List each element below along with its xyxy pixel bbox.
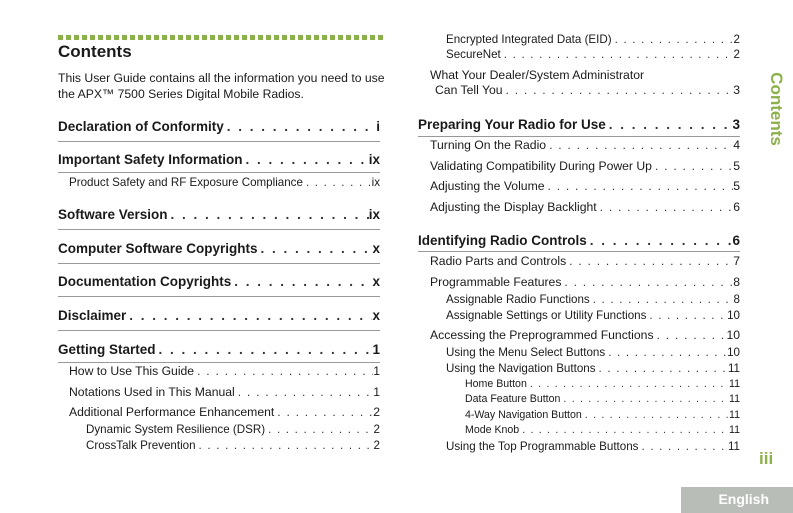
section-divider	[418, 251, 740, 252]
toc-entry[interactable]	[58, 274, 380, 289]
toc-leader-dots	[527, 378, 729, 390]
toc-leader-dots	[652, 159, 733, 173]
toc-entry-title: Assignable Radio Functions	[446, 293, 590, 306]
toc-entry-title: Radio Parts and Controls	[430, 254, 567, 268]
page-title: Contents	[58, 42, 132, 61]
toc-entry[interactable]	[465, 424, 740, 436]
toc-entry-title: Product Safety and RF Exposure Compliance	[69, 176, 303, 189]
toc-entry-title: Disclaimer	[58, 308, 127, 323]
toc-entry-page: 11	[727, 440, 740, 453]
toc-entry-title: Identifying Radio Controls	[418, 233, 587, 248]
toc-leader-dots	[596, 362, 728, 375]
toc-entry-title: Validating Compatibility During Power Up	[430, 159, 652, 173]
toc-entry[interactable]	[69, 405, 380, 419]
toc-entry[interactable]	[58, 241, 380, 256]
toc-entry-title: Turning On the Radio	[430, 138, 547, 152]
toc-leader-dots	[654, 328, 727, 342]
toc-entry[interactable]	[430, 200, 740, 214]
toc-leader-dots	[224, 119, 376, 134]
section-divider	[58, 362, 380, 363]
toc-entry-title: Computer Software Copyrights	[58, 241, 258, 256]
toc-leader-dots	[194, 364, 373, 378]
toc-leader-dots	[545, 179, 734, 193]
toc-entry[interactable]	[430, 254, 740, 268]
toc-entry-title: Adjusting the Volume	[430, 179, 545, 193]
toc-entry-page: 10	[727, 346, 740, 359]
toc-entry-page: 11	[729, 378, 740, 390]
toc-entry[interactable]	[446, 48, 740, 61]
toc-entry-page: 8	[733, 275, 740, 289]
toc-entry-page: 11	[729, 393, 740, 405]
toc-entry[interactable]	[446, 346, 740, 359]
toc-entry-title: Documentation Copyrights	[58, 274, 232, 289]
toc-leader-dots	[196, 439, 374, 452]
toc-entry-page: 7	[733, 254, 740, 268]
toc-entry[interactable]	[86, 439, 380, 452]
toc-entry-page: 2	[373, 423, 380, 436]
toc-entry-title: How to Use This Guide	[69, 364, 195, 378]
toc-entry-page: 2	[373, 405, 380, 419]
toc-entry-page: 11	[727, 362, 740, 375]
section-divider	[58, 141, 380, 142]
toc-leader-dots	[560, 393, 729, 405]
section-divider	[58, 263, 380, 264]
language-tab: English	[681, 487, 793, 513]
toc-entry[interactable]	[430, 179, 740, 193]
toc-leader-dots	[168, 207, 369, 222]
toc-entry-title: Additional Performance Enhancement	[69, 405, 275, 419]
intro-text: This User Guide contains all the information you need to use the APX™ 7500 Series Digital Mobile Radios.	[58, 71, 385, 101]
section-divider	[58, 172, 380, 173]
toc-entry-title: Adjusting the Display Backlight	[430, 200, 597, 214]
toc-entry-page: ix	[371, 176, 380, 189]
toc-entry-title: Accessing the Preprogrammed Functions	[430, 328, 654, 342]
toc-leader-dots	[243, 152, 369, 167]
section-side-tab	[765, 68, 787, 150]
toc-entry-page: x	[372, 241, 380, 256]
toc-entry-page: 8	[733, 293, 740, 306]
toc-entry-title: Assignable Settings or Utility Functions	[446, 309, 647, 322]
toc-entry-page: 3	[732, 117, 740, 132]
toc-entry-page: 11	[729, 424, 740, 436]
toc-entry-page: 1	[373, 385, 380, 399]
toc-entry-title: Can Tell You	[435, 83, 503, 97]
toc-entry-page: 2	[733, 33, 740, 46]
toc-entry[interactable]	[69, 176, 380, 189]
toc-entry[interactable]	[58, 207, 380, 222]
toc-entry[interactable]	[69, 364, 380, 378]
toc-leader-dots	[126, 308, 372, 323]
toc-entry[interactable]	[446, 309, 740, 322]
toc-entry-title: Using the Top Programmable Buttons	[446, 440, 639, 453]
toc-leader-dots	[519, 424, 729, 436]
toc-leader-dots	[587, 233, 733, 248]
toc-entry-title: Home Button	[465, 378, 527, 390]
toc-entry-page: 5	[733, 179, 740, 193]
toc-leader-dots	[638, 440, 727, 453]
toc-leader-dots	[582, 409, 729, 421]
toc-entry-title: Notations Used in This Manual	[69, 385, 235, 399]
toc-entry-title: CrossTalk Prevention	[86, 439, 196, 452]
toc-leader-dots	[646, 309, 727, 322]
toc-entry-title: SecureNet	[446, 48, 501, 61]
toc-entry[interactable]	[430, 328, 740, 342]
toc-leader-dots	[590, 293, 734, 306]
toc-leader-dots	[605, 346, 727, 359]
toc-entry[interactable]	[446, 33, 740, 46]
toc-entry-page: 6	[732, 233, 740, 248]
toc-entry-title: Encrypted Integrated Data (EID)	[446, 33, 612, 46]
toc-leader-dots	[235, 385, 373, 399]
toc-entry[interactable]	[430, 159, 740, 173]
page-number: iii	[759, 449, 774, 468]
toc-entry-page: i	[376, 119, 380, 134]
toc-leader-dots	[303, 176, 372, 189]
toc-leader-dots	[501, 48, 734, 61]
toc-entry-title: Declaration of Conformity	[58, 119, 224, 134]
toc-leader-dots	[265, 423, 373, 436]
toc-entry-title: Using the Menu Select Buttons	[446, 346, 606, 359]
toc-leader-dots	[231, 274, 372, 289]
toc-entry[interactable]	[465, 409, 740, 421]
toc-entry[interactable]	[58, 342, 380, 357]
toc-entry[interactable]	[69, 385, 380, 399]
toc-entry[interactable]	[430, 138, 740, 152]
toc-entry-page: 10	[726, 328, 740, 342]
toc-entry-page: x	[372, 308, 380, 323]
toc-leader-dots	[258, 241, 373, 256]
toc-entry-page: 10	[727, 309, 740, 322]
toc-entry[interactable]	[58, 308, 380, 323]
toc-entry-page: x	[372, 274, 380, 289]
section-divider	[418, 136, 740, 137]
section-divider	[58, 330, 380, 331]
toc-entry-title: Preparing Your Radio for Use	[418, 117, 606, 132]
toc-entry-title: Getting Started	[58, 342, 156, 357]
toc-entry-title: Dynamic System Resilience (DSR)	[86, 423, 266, 436]
toc-entry-title: Software Version	[58, 207, 168, 222]
section-divider	[58, 296, 380, 297]
toc-entry[interactable]	[86, 423, 380, 436]
toc-entry[interactable]	[465, 378, 740, 390]
toc-entry[interactable]	[435, 83, 740, 97]
toc-leader-dots	[156, 342, 373, 357]
toc-entry[interactable]	[418, 117, 740, 132]
toc-entry[interactable]	[58, 119, 380, 134]
toc-leader-dots	[606, 117, 733, 132]
toc-entry[interactable]	[446, 293, 740, 306]
toc-entry-page: ix	[368, 207, 380, 222]
toc-entry-page: 3	[733, 83, 740, 97]
toc-leader-dots	[566, 254, 733, 268]
toc-entry-page: 4	[733, 138, 740, 152]
toc-entry-title: Mode Knob	[465, 424, 520, 436]
toc-entry-page: 11	[729, 409, 740, 421]
toc-entry[interactable]	[430, 275, 740, 289]
section-divider	[58, 229, 380, 230]
toc-entry-title: Programmable Features	[430, 275, 562, 289]
toc-entry-page: 2	[373, 439, 380, 452]
toc-leader-dots	[597, 200, 734, 214]
toc-entry[interactable]	[58, 152, 380, 167]
toc-entry[interactable]	[418, 233, 740, 248]
toc-entry[interactable]	[446, 362, 740, 375]
toc-entry-page: ix	[368, 152, 380, 167]
toc-entry-page: 1	[373, 364, 380, 378]
toc-entry-title: Data Feature Button	[465, 393, 561, 405]
toc-entry-page: 5	[733, 159, 740, 173]
side-tab-label: Contents	[767, 72, 786, 146]
toc-entry-page: 1	[372, 342, 380, 357]
toc-entry-title: Using the Navigation Buttons	[446, 362, 596, 375]
toc-entry-page: 2	[733, 48, 740, 61]
toc-entry-title: 4-Way Navigation Button	[465, 409, 582, 421]
toc-leader-dots	[546, 138, 733, 152]
toc-leader-dots	[561, 275, 733, 289]
toc-leader-dots	[612, 33, 734, 46]
toc-leader-dots	[274, 405, 373, 419]
toc-entry-title[interactable]: What Your Dealer/System Administrator	[430, 68, 645, 82]
toc-leader-dots	[503, 83, 734, 97]
toc-entry-title: Important Safety Information	[58, 152, 243, 167]
header-dashed-rule	[58, 35, 384, 40]
toc-entry[interactable]	[465, 393, 740, 405]
toc-entry-page: 6	[733, 200, 740, 214]
toc-entry[interactable]	[446, 440, 740, 453]
